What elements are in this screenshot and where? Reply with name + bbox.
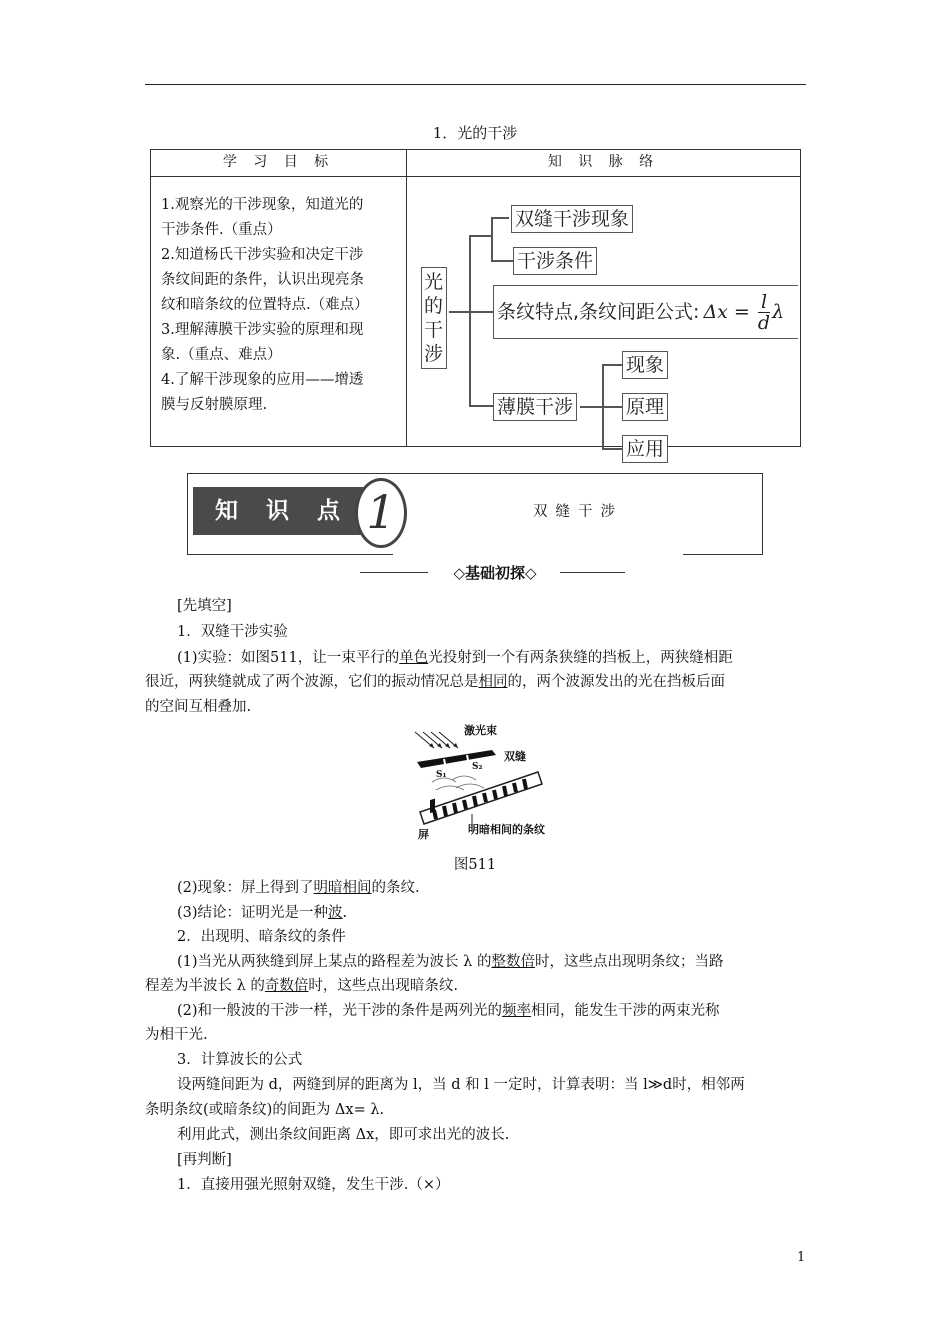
connector xyxy=(491,217,509,219)
goal-line: 干涉条件.（重点） xyxy=(161,222,282,238)
connector xyxy=(602,364,622,366)
goal-line: 2.知道杨氏干涉实验和决定干涉 xyxy=(161,247,364,263)
connector xyxy=(491,260,513,262)
knowledge-point-label: 知 识 点 xyxy=(193,487,388,535)
label-fringes: 明暗相间的条纹 xyxy=(468,823,545,836)
map-node-condition: 干涉条件 xyxy=(513,247,597,275)
connector xyxy=(469,405,493,407)
paragraph-line: 利用此式，测出条纹间距离 Δx，即可求出光的波长. xyxy=(177,1127,510,1143)
paragraph-line: 条明条纹(或暗条纹)的间距为 Δx= λ. xyxy=(145,1102,385,1118)
paragraph-line: 很近，两狭缝就成了两个波源，它们的振动情况总是相同的，两个波源发出的光在挡板后面 xyxy=(145,674,725,690)
divider-line-right xyxy=(560,572,625,573)
knowledge-map xyxy=(407,177,801,460)
label-s2: S₂ xyxy=(472,762,483,772)
judge-label: [再判断] xyxy=(177,1152,232,1168)
subsection-3: 3．计算波长的公式 xyxy=(177,1052,303,1068)
map-node-double-slit: 双缝干涉现象 xyxy=(511,205,633,233)
objectives-table xyxy=(150,149,801,460)
goal-line: 条纹间距的条件，认识出现亮条 xyxy=(161,272,364,288)
connector xyxy=(580,406,602,408)
label-laser: 激光束 xyxy=(464,724,497,737)
formula-text: 条纹特点,条纹间距公式: xyxy=(497,301,700,323)
map-node-principle: 原理 xyxy=(622,393,668,421)
goals-cell xyxy=(151,177,407,447)
goal-line: 纹和暗条纹的位置特点.（难点） xyxy=(161,297,369,313)
connector xyxy=(602,406,622,408)
paragraph-line: 为相干光. xyxy=(145,1027,208,1043)
map-root: 光的干涉 xyxy=(421,267,447,369)
map-node-fringe-formula xyxy=(493,285,798,339)
formula-tail: λ xyxy=(772,301,785,323)
connector xyxy=(602,448,622,450)
map-node-application: 应用 xyxy=(622,435,668,463)
label-screen: 屏 xyxy=(418,828,429,841)
double-slit-figure xyxy=(412,722,562,842)
subsection-1: 1．双缝干涉实验 xyxy=(177,624,288,640)
section-divider xyxy=(360,562,625,584)
connector xyxy=(491,217,493,261)
map-node-thin-film: 薄膜干涉 xyxy=(493,393,577,421)
subsection-2: 2．出现明、暗条纹的条件 xyxy=(177,929,346,945)
paragraph-line: (2)现象：屏上得到了明暗相间的条纹. xyxy=(177,880,420,896)
lesson-title: 1．光的干涉 xyxy=(432,124,518,142)
connector xyxy=(469,311,493,313)
judge-item-1: 1．直接用强光照射双缝，发生干涉.（×） xyxy=(177,1177,450,1193)
section-label: ◇基础初探◇ xyxy=(453,564,537,582)
goal-line: 3.理解薄膜干涉实验的原理和现 xyxy=(161,322,364,338)
map-node-phenomenon: 现象 xyxy=(622,351,668,379)
connector xyxy=(449,311,469,313)
paragraph-line: 的空间互相叠加. xyxy=(145,699,252,715)
formula-numerator: l xyxy=(758,292,770,313)
paragraph-line: 程差为半波长 λ 的奇数倍时，这些点出现暗条纹. xyxy=(145,978,459,994)
formula-denominator: d xyxy=(757,312,771,334)
paragraph-line: (2)和一般波的干涉一样，光干涉的条件是两列光的频率相同，能发生干涉的两束光称 xyxy=(177,1003,720,1019)
goal-line: 膜与反射膜原理. xyxy=(161,397,268,413)
header-rule xyxy=(145,84,806,85)
connector xyxy=(469,235,491,237)
fill-blank-label: [先填空] xyxy=(177,598,232,614)
goal-line: 4.了解干涉现象的应用——增透 xyxy=(161,372,364,388)
frame-gap xyxy=(393,552,683,556)
paragraph-line: (1)实验：如图511，让一束平行的单色光投射到一个有两条狭缝的挡板上，两狭缝相距 xyxy=(177,650,733,666)
map-header: 知 识 脉 络 xyxy=(407,150,801,177)
label-s1: S₁ xyxy=(436,770,447,780)
paragraph-line: 设两缝间距为 d，两缝到屏的距离为 l，当 d 和 l 一定时，计算表明：当 l≫d时，相邻两 xyxy=(177,1077,745,1093)
paragraph-line: (3)结论：证明光是一种波. xyxy=(177,905,348,921)
formula-lhs: Δx = xyxy=(703,301,750,323)
paragraph-line: (1)当光从两狭缝到屏上某点的路程差为波长 λ 的整数倍时，这些点出现明条纹；当路 xyxy=(177,954,724,970)
knowledge-point-title: 双缝干涉 xyxy=(533,504,623,520)
page-number: 1 xyxy=(797,1250,806,1265)
goal-line: 象.（重点、难点） xyxy=(161,347,282,363)
connector xyxy=(469,235,471,405)
goals-header: 学 习 目 标 xyxy=(151,150,407,177)
divider-line-left xyxy=(360,572,428,573)
figure-caption: 图511 xyxy=(453,857,497,873)
knowledge-point-number: 1 xyxy=(355,478,407,548)
goal-line: 1.观察光的干涉现象，知道光的 xyxy=(161,197,364,213)
label-double-slit: 双缝 xyxy=(504,750,526,763)
